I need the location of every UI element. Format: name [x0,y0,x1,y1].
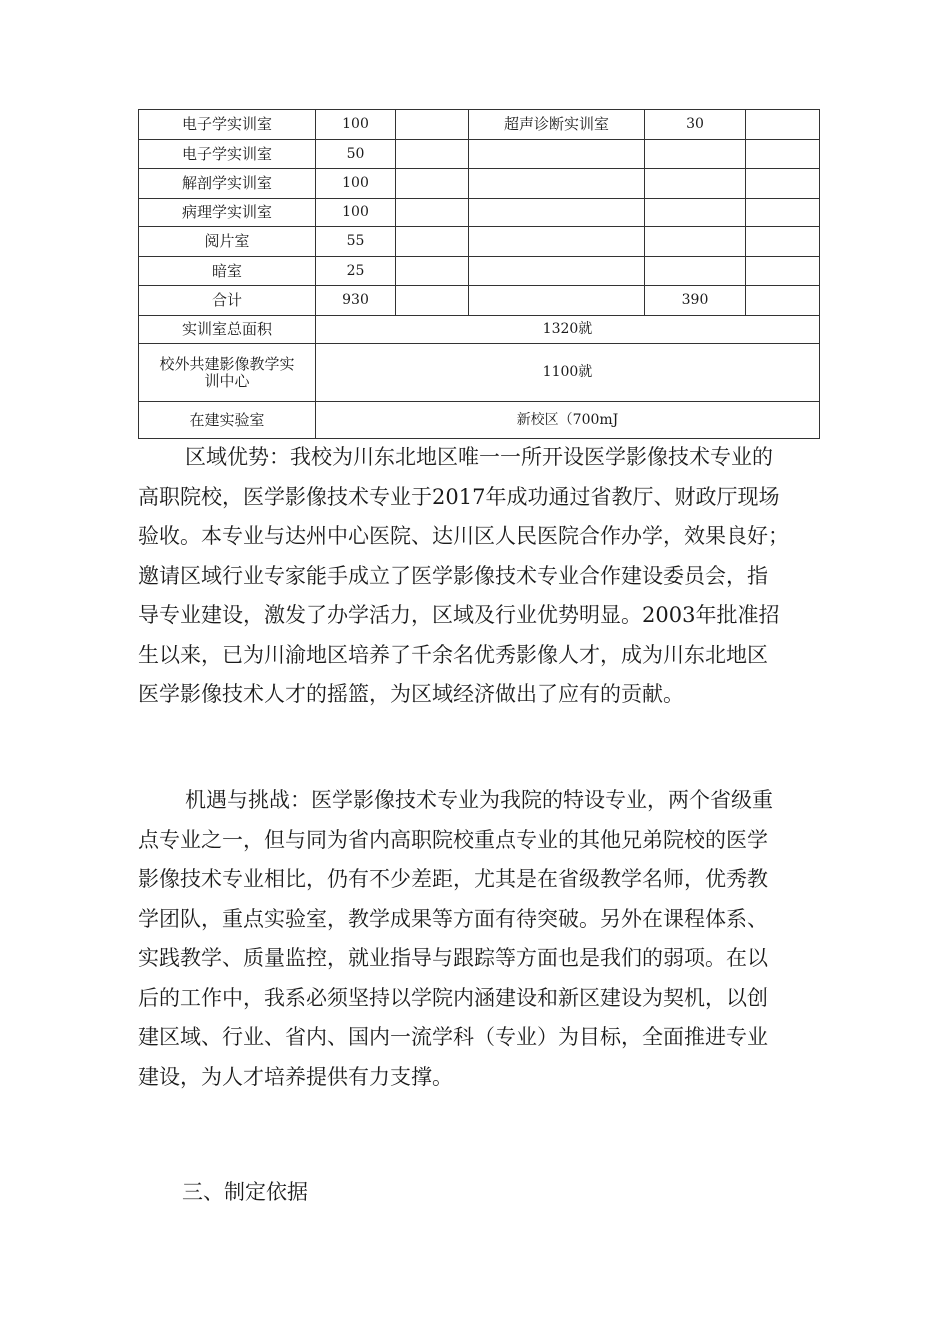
empty-cell [746,286,820,316]
room-area-2 [645,227,746,257]
room-area: 25 [316,257,396,286]
offsite-center-label [139,344,316,402]
table-row [139,257,820,286]
table-row [139,169,820,199]
text-line: 后的工作中，我系必须坚持以学院内涵建设和新区建设为契机，以创 [138,985,768,1010]
table-row [139,140,820,169]
room-name-2 [469,199,645,227]
table-row-total-area [139,316,820,344]
empty-cell [396,199,469,227]
room-area-2: 390 [645,286,746,316]
empty-cell [396,257,469,286]
room-area-2 [645,199,746,227]
room-name: 合计 [139,286,316,316]
text-line: 区域优势：我校为川东北地区唯一一所开设医学影像技术专业的 [185,445,773,469]
table-row-building [139,402,820,439]
text-line: 建区域、行业、省内、国内一流学科（专业）为目标，全面推进专业 [138,1025,768,1049]
offsite-center-label-line2: 训中心 [204,371,250,390]
room-name-2 [469,227,645,257]
empty-cell [746,199,820,227]
empty-cell [746,169,820,199]
text-line: 生以来，已为川渝地区培养了千余名优秀影像人才，成为川东北地区 [138,642,768,667]
room-area: 50 [316,140,396,169]
empty-cell [396,286,469,316]
total-area-value: 1320就 [316,316,820,344]
room-area: 100 [316,169,396,199]
table-row-total [139,286,820,316]
table-row [139,227,820,257]
room-name-2 [469,140,645,169]
room-area: 55 [316,227,396,257]
table-row [139,110,820,140]
paragraph-regional-advantage [138,438,820,715]
room-area: 930 [316,286,396,316]
empty-cell [396,140,469,169]
offsite-center-label-line1: 校外共建影像教学实 [159,354,295,373]
paragraph-opportunities-challenges [138,781,820,1097]
text-line: 医学影像技术人才的摇篮，为区域经济做出了应有的贡献。 [138,682,684,706]
room-area: 100 [316,110,396,140]
text-line: 点专业之一，但与同为省内高职院校重点专业的其他兄弟院校的医学 [138,827,768,852]
text-line: 高职院校，医学影像技术专业于2017年成功通过省教厅、财政厅现场 [138,484,780,509]
empty-cell [396,110,469,140]
building-lab-value: 新校区（700mJ [316,402,820,439]
text-line: 机遇与挑战：医学影像技术专业为我院的特设专业，两个省级重 [185,788,773,812]
room-name-2 [469,257,645,286]
table-row-offsite [139,344,820,402]
text-line: 邀请区域行业专家能手成立了医学影像技术专业合作建设委员会，指 [138,563,768,588]
table-row [139,199,820,227]
room-name-2: 超声诊断实训室 [469,110,645,140]
text-line: 导专业建设，激发了办学活力，区域及行业优势明显。2003年批准招 [138,603,780,627]
total-area-label: 实训室总面积 [139,316,316,344]
room-area-2 [645,169,746,199]
room-area-2: 30 [645,110,746,140]
room-name-2 [469,169,645,199]
room-name: 电子学实训室 [139,110,316,140]
empty-cell [746,257,820,286]
text-line: 学团队，重点实验室，教学成果等方面有待突破。另外在课程体系、 [138,906,768,931]
text-line: 验收。本专业与达州中心医院、达川区人民医院合作办学，效果良好； [138,524,789,548]
empty-cell [396,227,469,257]
offsite-center-value: 1100就 [316,344,820,402]
room-name: 病理学实训室 [139,199,316,227]
room-area-2 [645,140,746,169]
text-line: 建设，为人才培养提供有力支撑。 [138,1064,453,1089]
text-line: 影像技术专业相比，仍有不少差距，尤其是在省级教学名师，优秀教 [138,867,768,891]
empty-cell [396,169,469,199]
room-name: 暗室 [139,257,316,286]
room-name: 电子学实训室 [139,140,316,169]
section-heading: 三、制定依据 [182,1180,308,1204]
room-name: 解剖学实训室 [139,169,316,199]
empty-cell [746,140,820,169]
room-area: 100 [316,199,396,227]
text-line: 实践教学、质量监控，就业指导与跟踪等方面也是我们的弱项。在以 [138,946,768,970]
lab-area-table [138,109,820,439]
room-name: 阅片室 [139,227,316,257]
room-area-2 [645,257,746,286]
empty-cell [746,110,820,140]
empty-cell [746,227,820,257]
building-lab-label: 在建实验室 [139,402,316,439]
room-name-2 [469,286,645,316]
